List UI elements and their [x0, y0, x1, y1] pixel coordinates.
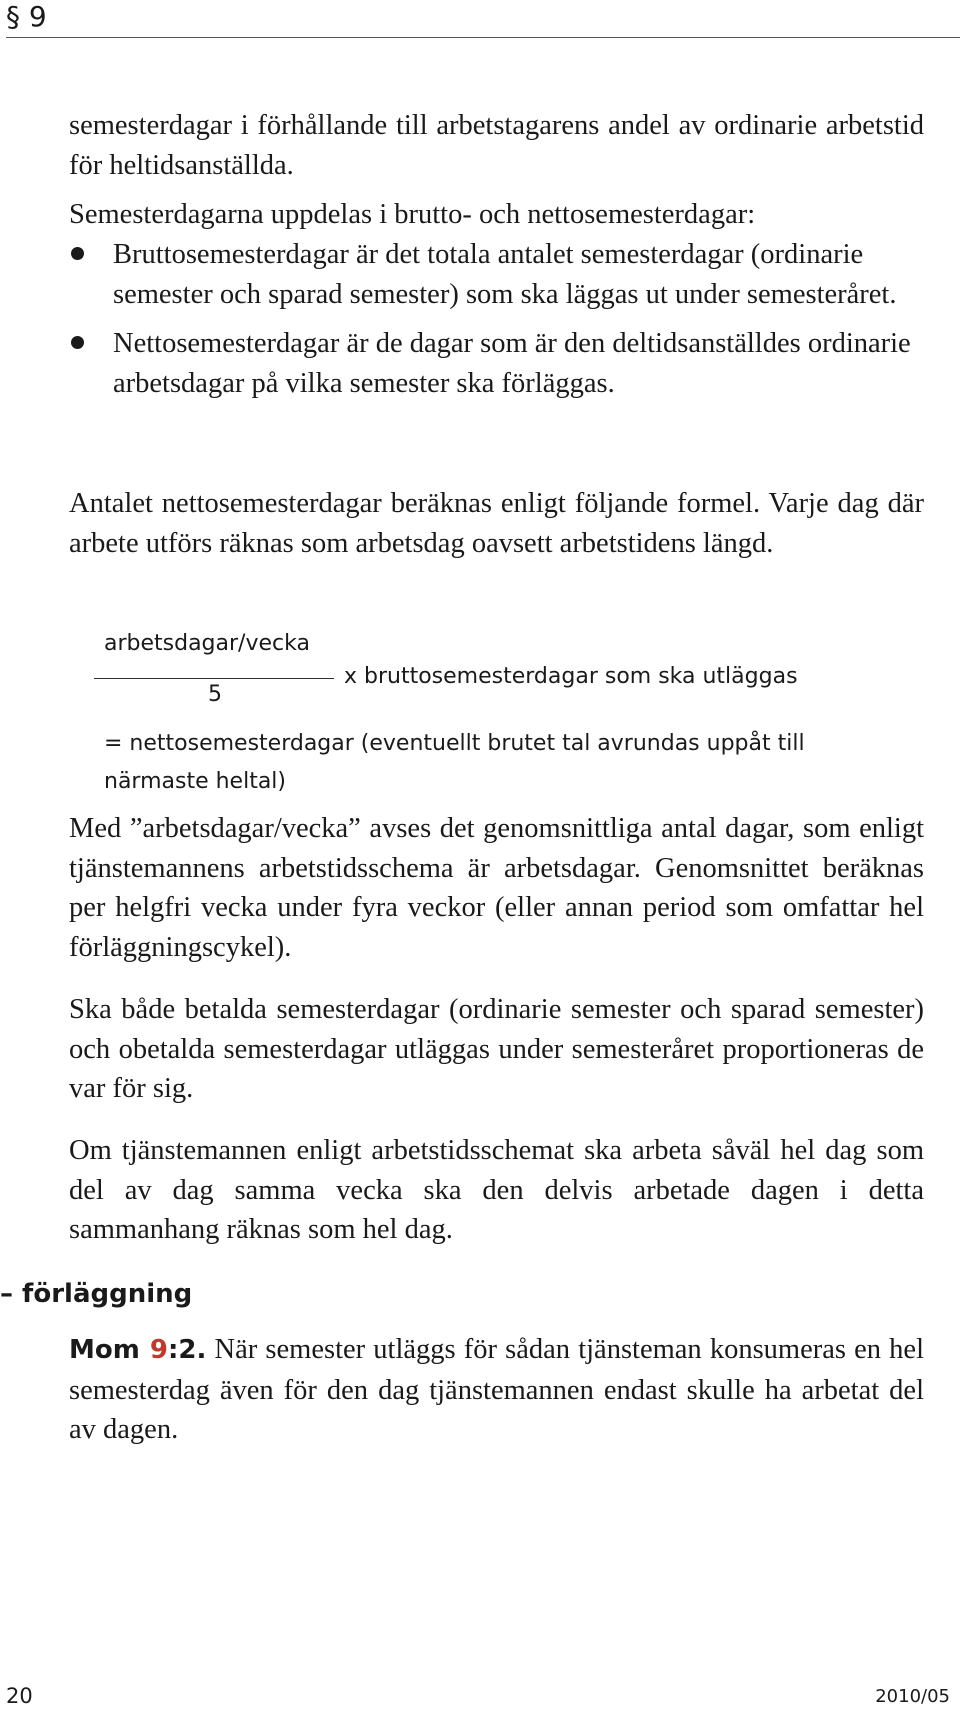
bullet-text: Bruttosemesterdagar är det totala antalet semesterdagar (ordinarie semester och sparad semester) som ska läggas ut under semesteråret.: [113, 239, 897, 310]
bullet-icon: [71, 247, 84, 260]
paragraph-formula-intro: Antalet nettosemesterdagar beräknas enligt följande formel. Varje dag där arbete utförs räknas som arbetsdag oavsett arbetstidens längd.: [69, 488, 924, 559]
formula-multiplier: x bruttosemesterdagar som ska utläggas: [344, 664, 798, 689]
bullet-list: [69, 235, 924, 403]
paragraph-partial-day: Om tjänstemannen enligt arbetstidsschemat ska arbeta såväl hel dag som del av dag samma vecka ska den delvis arbetade dagen i detta sammanhang räknas som hel dag.: [69, 1135, 924, 1245]
header-rule: [6, 37, 960, 38]
mom-label: [69, 1335, 206, 1365]
list-item: [69, 324, 924, 403]
page-date: 2010/05: [875, 1686, 950, 1707]
list-item: [69, 235, 924, 314]
section-marker: § 9: [6, 0, 47, 33]
paragraph-mom: [69, 1330, 924, 1450]
mom-suffix: :2.: [168, 1335, 207, 1365]
formula-result: = nettosemesterdagar (eventuellt brutet tal avrundas uppåt till närmaste heltal): [104, 731, 805, 794]
bullet-text: Nettosemesterdagar är de dagar som är den deltidsanställdes ordinarie arbetsdagar på vilka semester ska förläggas.: [113, 328, 911, 399]
margin-heading: – förläggning: [0, 1279, 193, 1309]
fraction-bar: [94, 678, 334, 679]
mom-word: Mom: [69, 1335, 150, 1365]
page-number: 20: [6, 1684, 33, 1708]
formula-numerator: arbetsdagar/vecka: [104, 631, 310, 656]
paragraph-intro: semesterdagar i förhållande till arbetstagarens andel av ordinarie arbetstid för heltidsanställda.: [69, 110, 924, 181]
formula-denominator: 5: [208, 682, 222, 707]
mom-number: 9: [149, 1335, 169, 1365]
paragraph-definition: Med ”arbetsdagar/vecka” avses det genomsnittliga antal dagar, som enligt tjänstemannens arbetstidsschema är arbetsdagar. Genomsnittet beräknas per helgfri vecka under fyra veckor (eller annan period som omfattar hel förläggningscykel).: [69, 813, 924, 963]
bullet-icon: [71, 336, 84, 349]
paragraph-split: Semesterdagarna uppdelas i brutto- och nettosemesterdagar:: [69, 199, 756, 230]
mom-text: När semester utläggs för sådan tjänsteman konsumeras en hel semesterdag även för den dag tjänstemannen endast skulle ha arbetat del av dagen.: [69, 1334, 924, 1445]
paragraph-proportion: Ska både betalda semesterdagar (ordinarie semester och sparad semester) och obetalda semesterdagar utläggas under semesteråret proportioneras de var för sig.: [69, 994, 924, 1104]
